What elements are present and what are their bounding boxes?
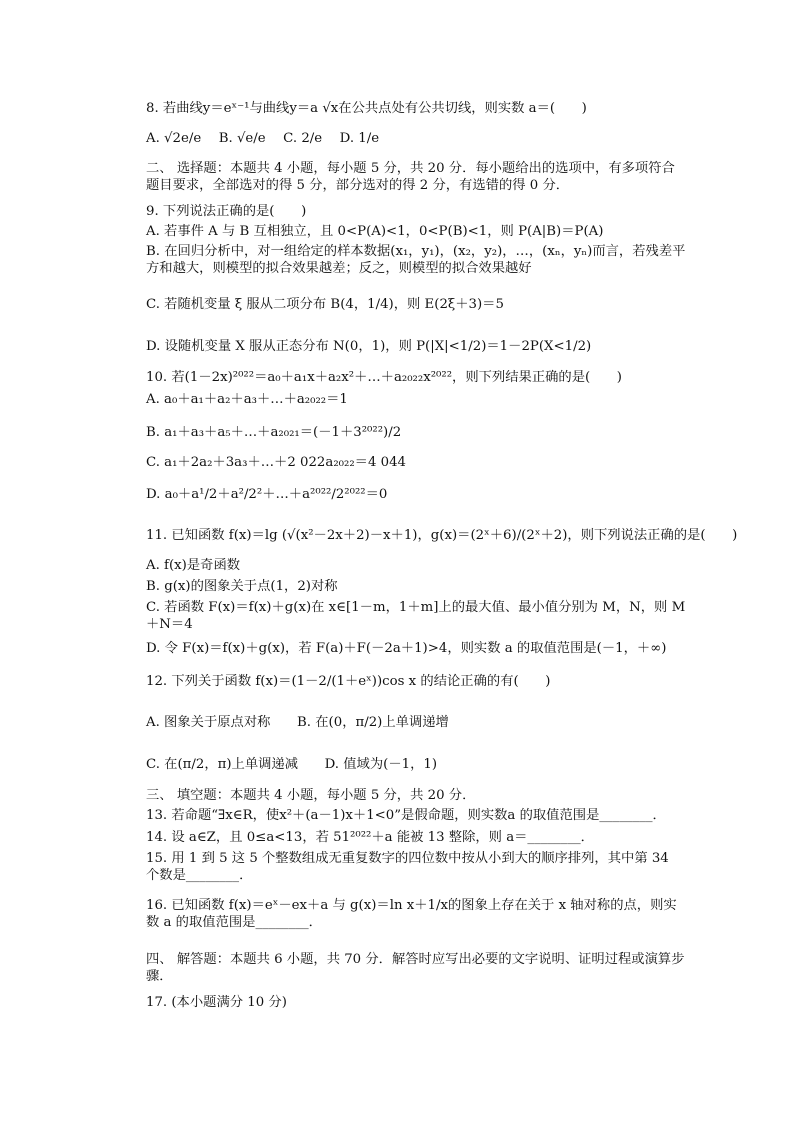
q12-stem: 12. 下列关于函数 f(x)＝(1－2/(1＋eˣ))cos x 的结论正确的有( ) bbox=[146, 674, 551, 689]
q15: 15. 用 1 到 5 这 5 个整数组成无重复数字的四位数中按从小到大的顺序排列，其中第 34 个数是________． bbox=[146, 851, 669, 883]
q11-stem: 11. 已知函数 f(x)＝lg (√(x²－2x＋2)－x＋1)，g(x)＝(2ˣ＋6)/(2ˣ＋2)，则下列说法正确的是( ) bbox=[146, 528, 738, 543]
q9-stem: 9. 下列说法正确的是( ) bbox=[146, 204, 307, 219]
q16: 16. 已知函数 f(x)＝eˣ－ex＋a 与 g(x)＝ln x＋1/x的图象上存在关于 x 轴对称的点，则实数 a 的取值范围是________． bbox=[146, 898, 677, 930]
q8-options: A. √2e/e B. √e/e C. 2/e D. 1/e bbox=[146, 131, 380, 146]
q8-stem: 8. 若曲线y＝eˣ⁻¹与曲线y＝a √x在公共点处有公共切线，则实数 a＝( ) bbox=[146, 101, 587, 116]
q11-option-a: A. f(x)是奇函数 bbox=[146, 558, 241, 573]
section4-header: 四、 解答题：本题共 6 小题，共 70 分．解答时应写出必要的文字说明、证明过程或演算步骤． bbox=[146, 952, 685, 984]
q12-options-ab: A. 图象关于原点对称 B. 在(0，π/2)上单调递增 bbox=[146, 715, 449, 730]
section3-header: 三、 填空题：本题共 4 小题，每小题 5 分，共 20 分． bbox=[146, 788, 476, 803]
q10-option-c: C. a₁＋2a₂＋3a₃＋…＋2 022a₂₀₂₂＝4 044 bbox=[146, 455, 407, 470]
q9-option-c: C. 若随机变量 ξ 服从二项分布 B(4，1/4)，则 E(2ξ＋3)＝5 bbox=[146, 297, 504, 312]
q9-option-b: B. 在回归分析中，对一组给定的样本数据(x₁，y₁)，(x₂，y₂)，…，(xₙ，yₙ)而言，若残差平方和越大，则模型的拟合效果越差；反之，则模型的拟合效果越好 bbox=[146, 244, 686, 276]
q9-option-a: A. 若事件 A 与 B 互相独立，且 0<P(A)<1，0<P(B)<1，则 P(A|B)＝P(A) bbox=[146, 224, 604, 239]
q10-stem: 10. 若(1－2x)²⁰²²＝a₀＋a₁x＋a₂x²＋…＋a₂₀₂₂x²⁰²²，则下列结果正确的是( ) bbox=[146, 370, 622, 385]
q9-option-d: D. 设随机变量 X 服从正态分布 N(0，1)，则 P(|X|<1/2)＝1－2P(X<1/2) bbox=[146, 339, 592, 354]
q11-option-c: C. 若函数 F(x)＝f(x)＋g(x)在 x∈[1－m，1＋m]上的最大值、最小值分别为 M，N，则 M＋N＝4 bbox=[146, 600, 686, 632]
q10-option-d: D. a₀＋a¹/2＋a²/2²＋…＋a²⁰²²/2²⁰²²＝0 bbox=[146, 487, 388, 502]
section2-header: 二、 选择题：本题共 4 小题，每小题 5 分，共 20 分．每小题给出的选项中，有多项符合题目要求，全部选对的得 5 分，部分选对的得 2 分，有选错的得 0 分． bbox=[146, 161, 675, 193]
q11-option-b: B. g(x)的图象关于点(1，2)对称 bbox=[146, 579, 338, 594]
q17: 17. (本小题满分 10 分) bbox=[146, 995, 287, 1010]
q11-option-d: D. 令 F(x)＝f(x)＋g(x)，若 F(a)＋F(－2a＋1)>4，则实数 a 的取值范围是(－1，＋∞) bbox=[146, 641, 667, 656]
q14: 14. 设 a∈Z，且 0≤a<13，若 51²⁰²²＋a 能被 13 整除，则 a＝________． bbox=[146, 830, 594, 845]
q10-option-b: B. a₁＋a₃＋a₅＋…＋a₂₀₂₁＝(－1＋3²⁰²²)/2 bbox=[146, 425, 402, 440]
q12-options-cd: C. 在(π/2，π)上单调递减 D. 值域为(－1，1) bbox=[146, 757, 438, 772]
q13: 13. 若命题“∃x∈R，使x²＋(a－1)x＋1<0”是假命题，则实数a 的取值范围是________． bbox=[146, 808, 666, 823]
q10-option-a: A. a₀＋a₁＋a₂＋a₃＋…＋a₂₀₂₂＝1 bbox=[146, 392, 348, 407]
